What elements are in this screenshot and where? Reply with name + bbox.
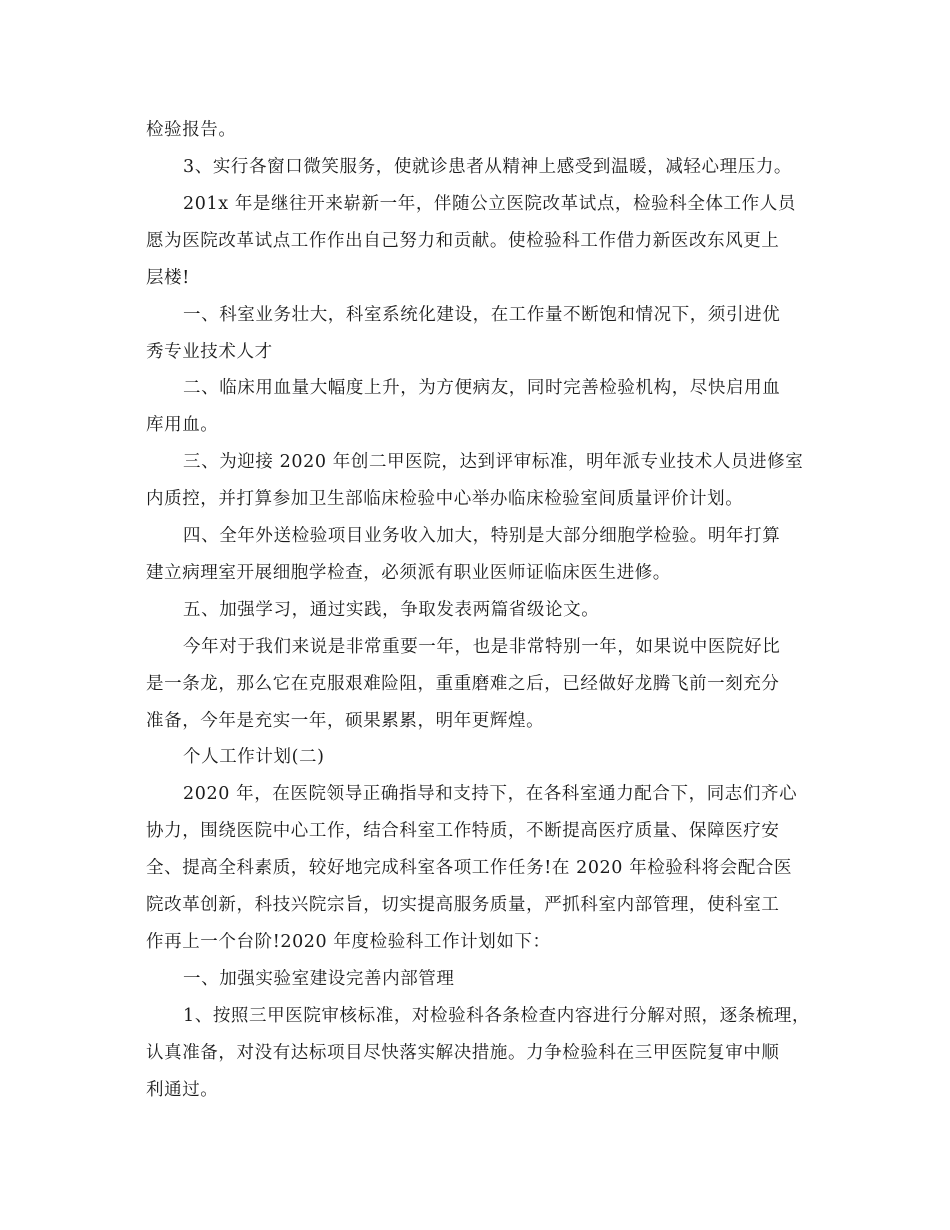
text-line: 1、按照三甲医院审核标准，对检验科各条检查内容进行分解对照，逐条梳理， [183, 1006, 811, 1026]
text-line: 认真准备，对没有达标项目尽快落实解决措施。力争检验科在三甲医院复审中顺 [146, 1043, 780, 1063]
text-line: 五、加强学习，通过实践，争取发表两篇省级论文。 [183, 600, 600, 620]
text-line: 秀专业技术人才 [146, 342, 273, 362]
text-line: 作再上一个台阶!2020 年度检验科工作计划如下： [146, 932, 551, 952]
text-line: 层楼! [146, 268, 190, 288]
text-line: 愿为医院改革试点工作作出自己努力和贡献。使检验科工作借力新医改东风更上 [146, 231, 780, 251]
text-line: 建立病理室开展细胞学检查，必须派有职业医师证临床医生进修。 [146, 563, 671, 583]
text-line: 院改革创新，科技兴院宗旨，切实提高服务质量，严抓科室内部管理，使科室工 [146, 895, 780, 915]
text-line: 二、临床用血量大幅度上升，为方便病友，同时完善检验机构，尽快启用血 [183, 378, 781, 398]
text-line: 一、加强实验室建设完善内部管理 [183, 969, 455, 989]
text-line: 内质控，并打算参加卫生部临床检验中心举办临床检验室间质量评价计划。 [146, 489, 744, 509]
text-line: 全、提高全科素质，较好地完成科室各项工作任务!在 2020 年检验科将会配合医 [146, 858, 793, 878]
text-line: 检验报告。 [146, 120, 237, 140]
text-line: 一、科室业务壮大，科室系统化建设，在工作量不断饱和情况下，须引进优 [183, 305, 781, 325]
text-line: 准备，今年是充实一年，硕果累累，明年更辉煌。 [146, 711, 545, 731]
text-line: 是一条龙，那么它在克服艰难险阻，重重磨难之后，已经做好龙腾飞前一刻充分 [146, 674, 780, 694]
section-heading: 个人工作计划(二) [183, 747, 325, 767]
text-line: 今年对于我们来说是非常重要一年，也是非常特别一年，如果说中医院好比 [183, 637, 781, 657]
text-line: 三、为迎接 2020 年创二甲医院，达到评审标准，明年派专业技术人员进修室 [183, 452, 804, 472]
text-line: 利通过。 [146, 1080, 219, 1100]
text-line: 2020 年，在医院领导正确指导和支持下，在各科室通力配合下，同志们齐心 [183, 784, 798, 804]
text-line: 库用血。 [146, 415, 219, 435]
text-line: 3、实行各窗口微笑服务，使就诊患者从精神上感受到温暖，减轻心理压力。 [183, 157, 793, 177]
text-line: 201x 年是继往开来崭新一年，伴随公立医院改革试点，检验科全体工作人员 [183, 194, 796, 214]
text-line: 协力，围绕医院中心工作，结合科室工作特质，不断提高医疗质量、保障医疗安 [146, 821, 780, 841]
text-line: 四、全年外送检验项目业务收入加大，特别是大部分细胞学检验。明年打算 [183, 526, 781, 546]
